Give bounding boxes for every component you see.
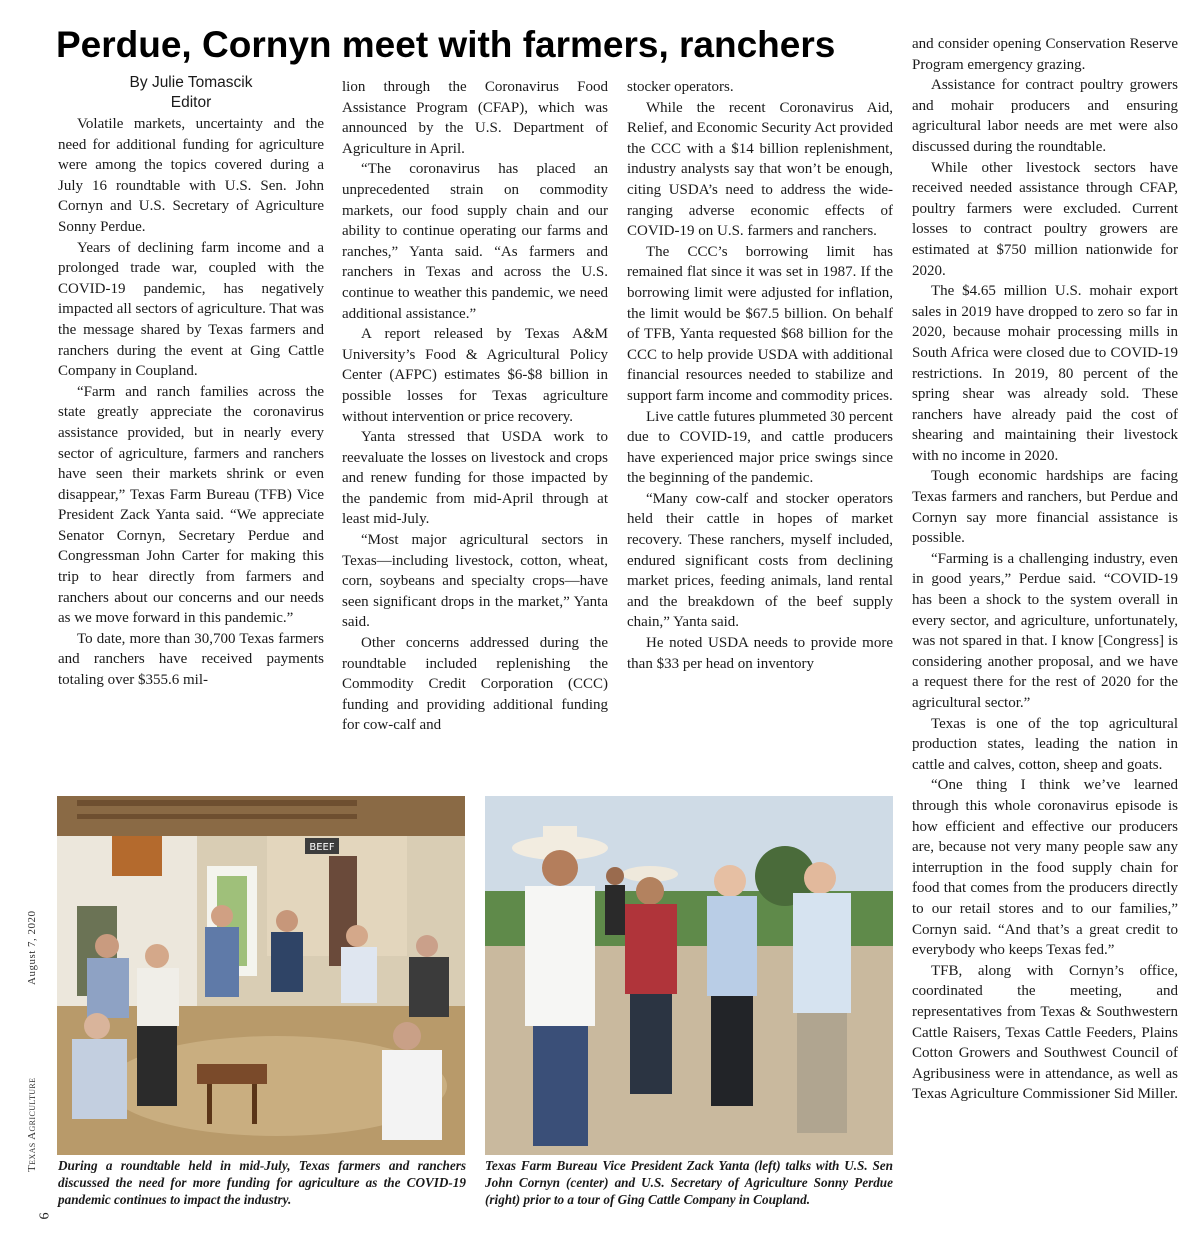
paragraph: “One thing I think we’ve learned through this whole coronavirus episode is how efficient and effective our producers are, because not very many people saw any interruption in the food supply chain for food that comes from the producers directly to our retail stores and to our families,” Cornyn said. “And that’s a great credit to everybody who keeps Texas fed.” — [912, 777, 1178, 959]
beef-sign: BEEF — [309, 842, 335, 853]
outdoor-group-photo-art — [485, 796, 893, 1155]
page-number: 6 — [37, 1212, 53, 1220]
publication-name: Texas Agriculture — [26, 1077, 38, 1172]
paragraph: “Most major agricultural sectors in Texas—including livestock, cotton, wheat, corn, soybeans and specialty crops—have seen significant drops in the market,” Yanta said. — [342, 532, 608, 631]
paragraph: Texas is one of the top agricultural production states, leading the nation in cattle and calves, cotton, sheep and goats. — [912, 715, 1178, 773]
headline: Perdue, Cornyn meet with farmers, ranchers — [56, 24, 836, 65]
paragraph: “Many cow-calf and stocker operators held their cattle in hopes of market recovery. These ranchers, myself included, endured significant costs from declining market prices, feeding animals, land rental and the breakdown of the beef supply chain,” Yanta said. — [627, 490, 893, 631]
paragraph: To date, more than 30,700 Texas farmers and ranchers have received payments totaling over $355.6 mil- — [58, 630, 324, 689]
issue-date: August 7, 2020 — [26, 910, 38, 985]
byline-role: Editor — [170, 94, 212, 111]
paragraph: Tough economic hardships are facing Texas farmers and ranchers, but Perdue and Cornyn say more financial assistance is possible. — [912, 468, 1178, 547]
paragraph: Live cattle futures plummeted 30 percent due to COVID-19, and cattle producers have experienced major price swings since the beginning of the pandemic. — [627, 408, 893, 487]
paragraph: Assistance for contract poultry growers and mohair producers and ensuring agricultural labor needs are met were also discussed during the roundtable. — [912, 77, 1178, 155]
byline — [58, 73, 324, 113]
paragraph: While the recent Coronavirus Aid, Relief, and Economic Security Act provided the CCC with a $14 billion replenishment, industry analysts say that won’t be enough, citing USDA’s need to address the wide-ranging adverse economic effects of COVID-19 on U.S. farmers and ranchers. — [627, 99, 893, 240]
paragraph: TFB, along with Cornyn’s office, coordinated the meeting, and representatives from Texas & Southwestern Cattle Raisers, Texas Cattle Feeders, Plains Cotton Growers and Southwest Council of Agribusiness were in attendance, as well as Texas Agriculture Commissioner Sid Miller. — [912, 962, 1179, 1103]
article-column-4 — [912, 34, 1178, 1105]
article-column-2 — [342, 77, 608, 736]
article-column-3 — [627, 77, 893, 674]
paragraph-continued: and consider opening Conservation Reserve Program emergency grazing. — [912, 36, 1178, 73]
paragraph-continued: stocker operators. — [627, 79, 734, 95]
paragraph: Other concerns addressed during the roundtable included replenishing the Commodity Credit Corporation (CCC) funding and providing additional funding for cow-calf and — [342, 635, 608, 734]
paragraph: The $4.65 million U.S. mohair export sales in 2019 have dropped to zero so far in 2020, because mohair processing mills in South Africa were closed due to COVID-19 restrictions. In 2019, 80 percent of the spring shear was already sold. These ranchers have already paid the cost of shearing and maintaining their livestock with no income in 2020. — [912, 283, 1178, 464]
paragraph: Years of declining farm income and a prolonged trade war, coupled with the COVID-19 pandemic, has negatively impacted all sectors of agriculture. That was the message shared by Texas farmers and ranchers during the event at Ging Cattle Company in Coupland. — [58, 239, 324, 380]
paragraph: He noted USDA needs to provide more than $33 per head on inventory — [627, 635, 893, 672]
paragraph-continued: lion through the Coronavirus Food Assistance Program (CFAP), which was announced by the U.S. Department of Agriculture in April. — [342, 79, 608, 157]
paragraph: “The coronavirus has placed an unprecedented strain on commodity markets, our food supply chain and our ability to continue operating our farms and ranches,” Yanta said. “As farmers and ranchers in Texas and across the U.S. continue to weather this pandemic, we need additional assistance.” — [342, 161, 608, 322]
paragraph: Volatile markets, uncertainty and the need for additional funding for agriculture were among the topics covered during a July 16 roundtable with U.S. Sen. John Cornyn and U.S. Secretary of Agriculture Sonny Perdue. — [58, 116, 324, 235]
paragraph: The CCC’s borrowing limit has remained flat since it was set in 1987. If the borrowing limit were adjusted for inflation, the limit would be $67.5 billion. On behalf of TFB, Yanta requested $68 billion for the CCC to help provide USDA with additional financial resources needed to stabilize and support farm income and commodity prices. — [627, 243, 893, 404]
paragraph: Yanta stressed that USDA work to reevaluate the losses on livestock and crops and renew funding for those impacted by the pandemic from mid-April through at least mid-July. — [342, 429, 608, 528]
paragraph: “Farm and ranch families across the state greatly appreciate the coronavirus assistance provided, but in nearly every sector of agriculture, farmers and ranchers have seen their markets shrink or even disappear,” Texas Farm Bureau (TFB) Vice President Zack Yanta said. “We appreciate Senator Cornyn, Secretary Perdue and Congressman John Carter for making this trip to hear directly from farmers and ranchers about our concerns and our needs as we move forward in this pandemic.” — [58, 383, 324, 627]
byline-author: By Julie Tomascik — [129, 74, 253, 91]
paragraph: A report released by Texas A&M University’s Food & Agricultural Policy Center (AFPC) estimates $6-$8 billion in possible losses for Texas agriculture without intervention or price recovery. — [342, 326, 608, 425]
outdoor-group-photo — [485, 796, 893, 1155]
paragraph: “Farming is a challenging industry, even in good years,” Perdue said. “COVID-19 has been a shock to the system overall in every sector, and agriculture, unfortunately, was not spared in that. I know [Congress] is considering another proposal, and we have a request there for the rest of 2020 for the agricultural sector.” — [912, 550, 1178, 711]
paragraph: While other livestock sectors have received needed assistance through CFAP, poultry farmers were excluded. Current losses to contract poultry growers are estimated at $750 million nationwide for 2020. — [912, 159, 1178, 279]
roundtable-photo-art — [57, 796, 465, 1155]
photo-caption-right: Texas Farm Bureau Vice President Zack Yanta (left) talks with U.S. Sen John Cornyn (center) and U.S. Secretary of Agriculture Sonny Perdue (right) prior to a tour of Ging Cattle Company in Coupland. — [485, 1158, 893, 1207]
article-column-1 — [58, 73, 324, 691]
roundtable-photo — [57, 796, 465, 1155]
photo-caption-left: During a roundtable held in mid-July, Texas farmers and ranchers discussed the need for more funding for agriculture as the COVID-19 pandemic continues to impact the industry. — [58, 1158, 466, 1207]
